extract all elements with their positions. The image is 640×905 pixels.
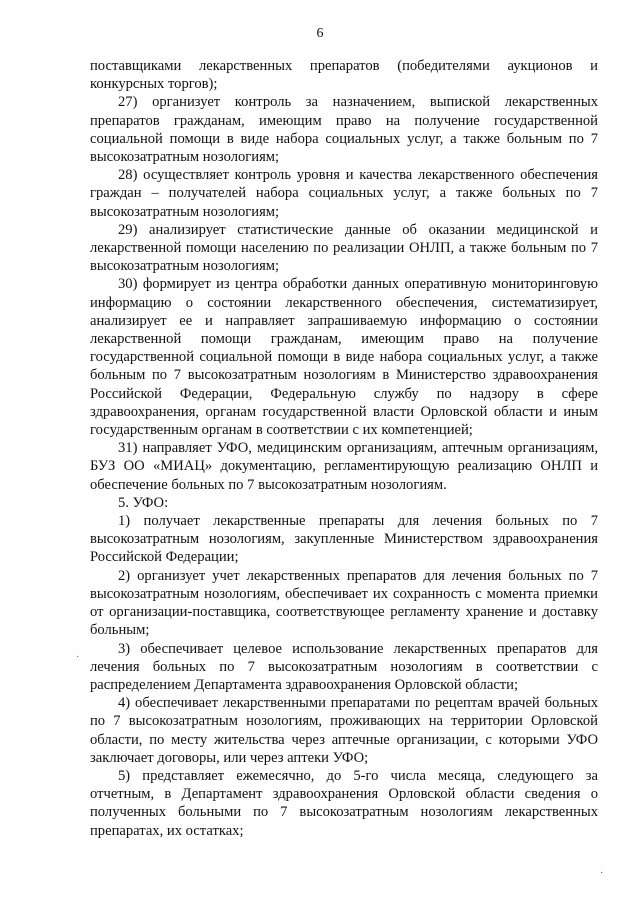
document-body [90, 57, 598, 840]
paragraph-continuation: поставщиками лекарственных препаратов (победителями аукционов и конкурсных торгов); [90, 58, 598, 93]
paragraph-section5-item-4: 4) обеспечивает лекарственными препаратами по рецептам врачей больных по 7 высокозатратным нозологиям, проживающих на территории Орловской области, по месту жительства через аптечные организации, с которыми УФО заключает договоры, или через аптеки УФО; [90, 695, 598, 766]
page-number: 6 [316, 26, 324, 41]
section-heading-5: 5. УФО: [118, 494, 169, 511]
paragraph-item-31: 31) направляет УФО, медицинским организациям, аптечным организациям, БУЗ ОО «МИАЦ» документацию, регламентирующую реализацию ОНЛП и обеспечение больных по 7 высокозатратным нозологиям. [90, 440, 598, 493]
paragraph-section5-item-3: 3) обеспечивает целевое использование лекарственных препаратов для лечения больных по 7 высокозатратным нозологиям в соответствии с распределением Департамента здравоохранения Орловской области; [90, 640, 598, 693]
paragraph-section5-item-1: 1) получает лекарственные препараты для лечения больных по 7 высокозатратным нозологиям, закупленные Министерством здравоохранения Российской Федерации; [90, 513, 598, 566]
paragraph-item-28: 28) осуществляет контроль уровня и качества лекарственного обеспечения граждан – получателей набора социальных услуг, а также больных по 7 высокозатратным нозологиям; [90, 167, 598, 220]
paragraph-section5-item-5: 5) представляет ежемесячно, до 5-го числа месяца, следующего за отчетным, в Департамент здравоохранения Орловской области сведения о полученных больными по 7 высокозатратным нозологиям лекарственных препаратах, их остатках; [90, 767, 598, 839]
paragraph-section5-item-2: 2) организует учет лекарственных препаратов для лечения больных по 7 высокозатратным нозологиям, обеспечивает их сохранность с момента приемки от организации-поставщика, соответствующее регламенту хранение и доставку больным; [90, 567, 598, 639]
paragraph-item-27: 27) организует контроль за назначением, выпиской лекарственных препаратов гражданам, имеющим право на получение государственной социальной помощи в виде набора социальных услуг, а также больным по 7 высокозатратным нозологиям; [90, 94, 598, 166]
paragraph-item-29: 29) анализирует статистические данные об оказании медицинской и лекарственной помощи населению по реализации ОНЛП, а также больным по 7 высокозатратным нозологиям; [90, 221, 598, 275]
scan-speck: · [600, 868, 604, 879]
paragraph-item-30: 30) формирует из центра обработки данных оперативную мониторинговую информацию о состоянии лекарственного обеспечения, систематизирует, анализирует ее и направляет запрашиваемую информацию о состоянии лекарственной помощи гражданам, имеющим право на получение государственной социальной помощи в виде набора социальных услуг, а также больным по 7 высокозатратным нозологиям в Министерство здравоохранения Российской Федерации, Федеральную службу по надзору в сфере здравоохранения, органам государственной власти Орловской области и иным государственным органам в соответствии с их компетенцией; [90, 276, 598, 439]
scan-speck: · [76, 652, 80, 663]
